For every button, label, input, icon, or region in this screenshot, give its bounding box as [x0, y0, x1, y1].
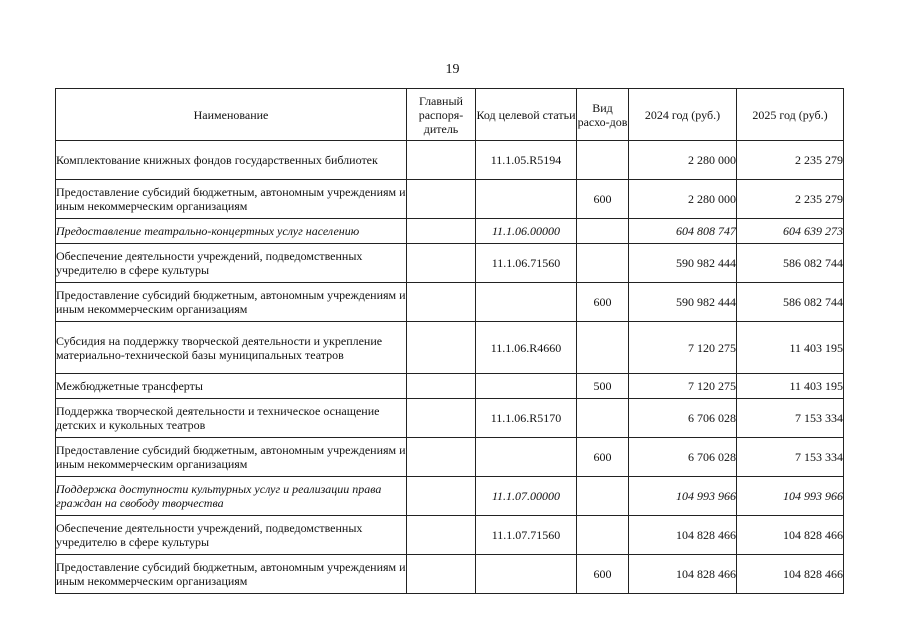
row-2024: 604 808 747: [629, 219, 737, 244]
row-code: 11.1.07.71560: [476, 516, 577, 555]
table-row: [56, 399, 844, 438]
table-row: [56, 438, 844, 477]
row-name: Комплектование книжных фондов государственных библиотек: [56, 141, 407, 180]
row-2024: 104 828 466: [629, 555, 737, 594]
row-code: [476, 374, 577, 399]
page-number: 19: [445, 62, 460, 77]
header-kind: Вид расхо-дов: [577, 89, 629, 141]
row-name: Предоставление театрально-концертных услуг населению: [56, 219, 407, 244]
row-kind: [577, 399, 629, 438]
row-kind: 600: [577, 283, 629, 322]
row-kind: 600: [577, 555, 629, 594]
row-name: Поддержка доступности культурных услуг и реализации права граждан на свободу творчества: [56, 477, 407, 516]
table-row: [56, 516, 844, 555]
row-name: Обеспечение деятельности учреждений, подведомственных учредителю в сфере культуры: [56, 516, 407, 555]
row-2025: 104 828 466: [737, 555, 844, 594]
table-row: [56, 180, 844, 219]
row-2024: 590 982 444: [629, 244, 737, 283]
row-code: 11.1.06.00000: [476, 219, 577, 244]
row-kind: [577, 244, 629, 283]
header-name: Наименование: [56, 89, 407, 141]
row-kind: [577, 477, 629, 516]
row-2024: 104 993 966: [629, 477, 737, 516]
row-kind: 600: [577, 438, 629, 477]
row-name: Обеспечение деятельности учреждений, подведомственных учредителю в сфере культуры: [56, 244, 407, 283]
row-manager: [407, 244, 476, 283]
row-kind: 500: [577, 374, 629, 399]
row-2025: 7 153 334: [737, 438, 844, 477]
table-row: [56, 244, 844, 283]
row-2024: 2 280 000: [629, 141, 737, 180]
budget-table: [55, 88, 844, 594]
row-2025: 586 082 744: [737, 283, 844, 322]
row-2025: 2 235 279: [737, 180, 844, 219]
table-row: [56, 141, 844, 180]
row-code: 11.1.06.71560: [476, 244, 577, 283]
row-name: Предоставление субсидий бюджетным, автономным учреждениям и иным некоммерческим организациям: [56, 283, 407, 322]
row-name: Предоставление субсидий бюджетным, автономным учреждениям и иным некоммерческим организациям: [56, 180, 407, 219]
header-manager: Главный распоря-дитель: [407, 89, 476, 141]
row-code: [476, 180, 577, 219]
row-manager: [407, 555, 476, 594]
row-name: Предоставление субсидий бюджетным, автономным учреждениям и иным некоммерческим организациям: [56, 555, 407, 594]
row-manager: [407, 399, 476, 438]
table-row: [56, 322, 844, 374]
row-name: Субсидия на поддержку творческой деятельности и укрепление материально-технической базы муниципальных театров: [56, 322, 407, 374]
row-2025: 604 639 273: [737, 219, 844, 244]
row-2025: 2 235 279: [737, 141, 844, 180]
row-manager: [407, 322, 476, 374]
row-manager: [407, 141, 476, 180]
table-row: [56, 374, 844, 399]
row-manager: [407, 374, 476, 399]
row-2024: 6 706 028: [629, 438, 737, 477]
row-2025: 104 828 466: [737, 516, 844, 555]
row-kind: 600: [577, 180, 629, 219]
row-2024: 6 706 028: [629, 399, 737, 438]
row-name: Поддержка творческой деятельности и техническое оснащение детских и кукольных театров: [56, 399, 407, 438]
row-kind: [577, 516, 629, 555]
row-name: Предоставление субсидий бюджетным, автономным учреждениям и иным некоммерческим организациям: [56, 438, 407, 477]
row-2025: 104 993 966: [737, 477, 844, 516]
row-2025: 11 403 195: [737, 322, 844, 374]
row-code: [476, 555, 577, 594]
row-2024: 7 120 275: [629, 322, 737, 374]
row-code: 11.1.05.R5194: [476, 141, 577, 180]
row-code: [476, 438, 577, 477]
row-2025: 7 153 334: [737, 399, 844, 438]
header-2024: 2024 год (руб.): [629, 89, 737, 141]
row-2024: 7 120 275: [629, 374, 737, 399]
table-row: [56, 283, 844, 322]
table-row: [56, 219, 844, 244]
row-manager: [407, 438, 476, 477]
header-code: Код целевой статьи: [476, 89, 577, 141]
row-code: 11.1.07.00000: [476, 477, 577, 516]
row-code: [476, 283, 577, 322]
row-2024: 2 280 000: [629, 180, 737, 219]
header-2025: 2025 год (руб.): [737, 89, 844, 141]
row-manager: [407, 219, 476, 244]
table-row: [56, 555, 844, 594]
row-manager: [407, 180, 476, 219]
row-manager: [407, 477, 476, 516]
table-row: [56, 477, 844, 516]
row-name: Межбюджетные трансферты: [56, 374, 407, 399]
row-manager: [407, 283, 476, 322]
row-code: 11.1.06.R5170: [476, 399, 577, 438]
row-kind: [577, 219, 629, 244]
row-2025: 586 082 744: [737, 244, 844, 283]
row-kind: [577, 322, 629, 374]
row-manager: [407, 516, 476, 555]
row-2024: 590 982 444: [629, 283, 737, 322]
row-2025: 11 403 195: [737, 374, 844, 399]
row-code: 11.1.06.R4660: [476, 322, 577, 374]
row-kind: [577, 141, 629, 180]
table-header-row: [56, 89, 844, 141]
row-2024: 104 828 466: [629, 516, 737, 555]
